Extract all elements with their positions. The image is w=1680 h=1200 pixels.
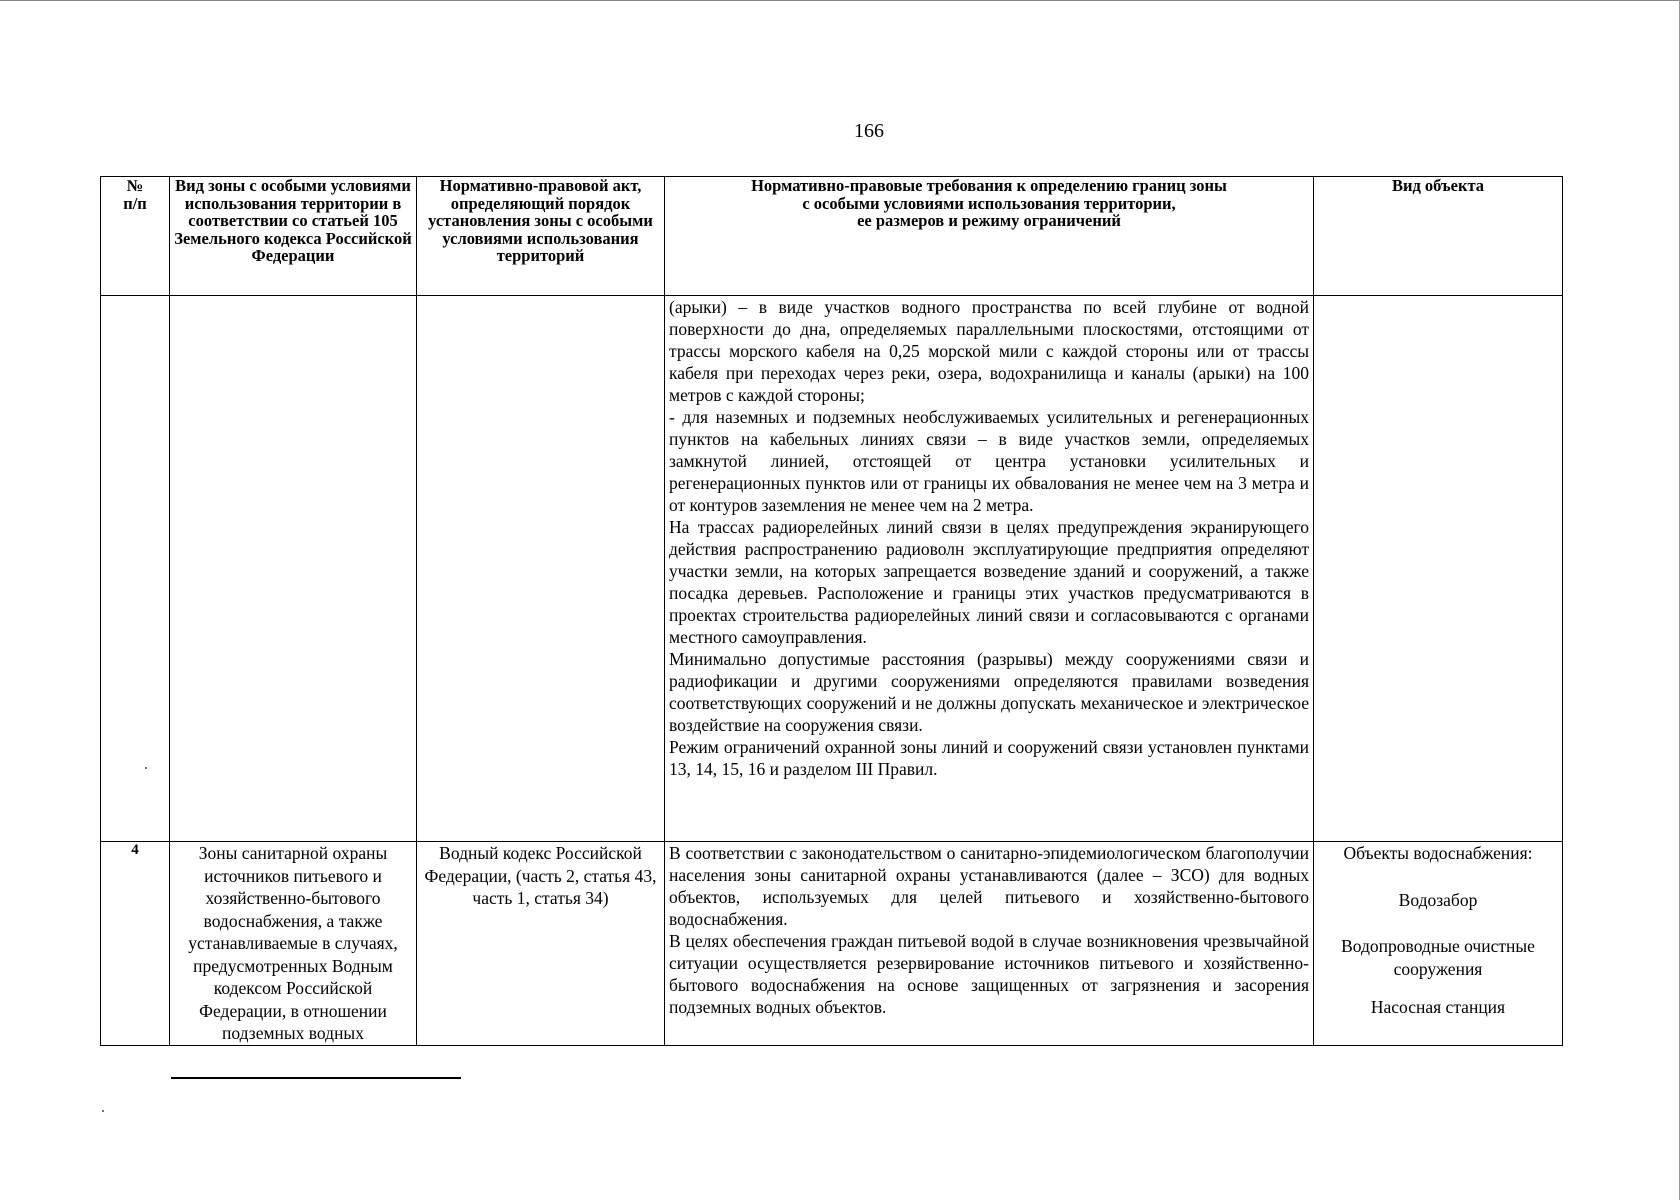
row-number bbox=[101, 296, 170, 842]
footnote-separator bbox=[171, 1077, 461, 1079]
requirement-paragraph: В целях обеспечения граждан питьевой водой в случае возникновения чрезвычайной ситуации осуществляется резервирование источников питьевого и хозяйственно-бытового водоснабжения на основе защищенных от загрязнения и засорения подземных водных объектов. bbox=[669, 931, 1309, 1017]
requirements-cell bbox=[665, 296, 1314, 842]
header-object-type: Вид объекта bbox=[1314, 177, 1563, 296]
header-legal-act: Нормативно-правовой акт, определяющий порядок установления зоны с особыми условиями использования территорий bbox=[417, 177, 665, 296]
requirement-paragraph: Режим ограничений охранной зоны линий и сооружений связи установлен пунктами 13, 14, 15, 16 и разделом III Правил. bbox=[669, 737, 1309, 779]
header-number: № п/п bbox=[101, 177, 170, 296]
requirement-paragraph: - для наземных и подземных необслуживаемых усилительных и регенерационных пунктов на кабельных линиях связи – в виде участков земли, определяемых замкнутой линией, отстоящей от центра установки усилительных и регенерационных пунктов или от границы их обвалования не менее чем на 3 метра и от контуров заземления не менее чем на 2 метра. bbox=[669, 407, 1309, 515]
scan-speck bbox=[102, 1110, 104, 1112]
legal-act-cell bbox=[417, 296, 665, 842]
scan-speck bbox=[145, 767, 147, 769]
requirement-paragraph: Минимально допустимые расстояния (разрывы) между сооружениями связи и радиофикации и другими сооружениями определяются правилами возведения соответствующих сооружений и не должны допускать механическое и электрическое воздействие на сооружения связи. bbox=[669, 649, 1309, 735]
legal-act-cell: Водный кодекс Российской Федерации, (часть 2, статья 43, часть 1, статья 34) bbox=[417, 842, 665, 1046]
object-item: Насосная станция bbox=[1370, 997, 1506, 1017]
page-number: 166 bbox=[854, 120, 884, 142]
table-row bbox=[101, 842, 1563, 1046]
zone-type-cell: Зоны санитарной охраны источников питьевого и хозяйственно-бытового водоснабжения, а также устанавливаемые в случаях, предусмотренных Водным кодексом Российской Федерации, в отношении подземных водных bbox=[170, 842, 417, 1046]
requirements-cell bbox=[665, 842, 1314, 1046]
requirement-paragraph: (арыки) – в виде участков водного пространства по всей глубине от водной поверхности до дна, определяемых параллельными плоскостями, отстоящими от трассы морского кабеля на 0,25 морской мили с каждой стороны или от трассы кабеля при переходах через реки, озера, водохранилища и каналы (арыки) на 100 метров с каждой стороны; bbox=[669, 297, 1309, 405]
object-type-cell bbox=[1314, 296, 1563, 842]
object-item: Объекты водоснабжения: bbox=[1343, 843, 1533, 863]
object-type-cell bbox=[1314, 842, 1563, 1046]
object-item: Водозабор bbox=[1398, 889, 1478, 910]
requirement-paragraph: В соответствии с законодательством о санитарно-эпидемиологическом благополучии населения зоны санитарной охраны устанавливаются (далее – ЗСО) для водных объектов, используемых для целей питьевого и хозяйственно-бытового водоснабжения. bbox=[669, 843, 1309, 929]
table-header-row bbox=[101, 177, 1563, 296]
table-row bbox=[101, 296, 1563, 842]
zone-type-cell bbox=[170, 296, 417, 842]
row-number: 4 bbox=[101, 842, 170, 1046]
header-zone-type: Вид зоны с особыми условиями использования территории в соответствии со статьей 105 Земельного кодекса Российской Федерации bbox=[170, 177, 417, 296]
header-requirements: Нормативно-правовые требования к определению границ зоны с особыми условиями использования территории, ее размеров и режиму ограничений bbox=[665, 177, 1314, 296]
top-border-line bbox=[0, 0, 1680, 1]
zones-table bbox=[100, 176, 1563, 1046]
object-item: Водопроводные очистные сооружения bbox=[1341, 936, 1535, 979]
requirement-paragraph: На трассах радиорелейных линий связи в целях предупреждения экранирующего действия распространению радиоволн эксплуатирующие предприятия определяют участки земли, на которых запрещается возведение зданий и сооружений, а также посадка деревьев. Расположение и границы этих участков предусматриваются в проектах строительства радиорелейных линий связи и согласовываются с органами местного самоуправления. bbox=[669, 517, 1309, 647]
